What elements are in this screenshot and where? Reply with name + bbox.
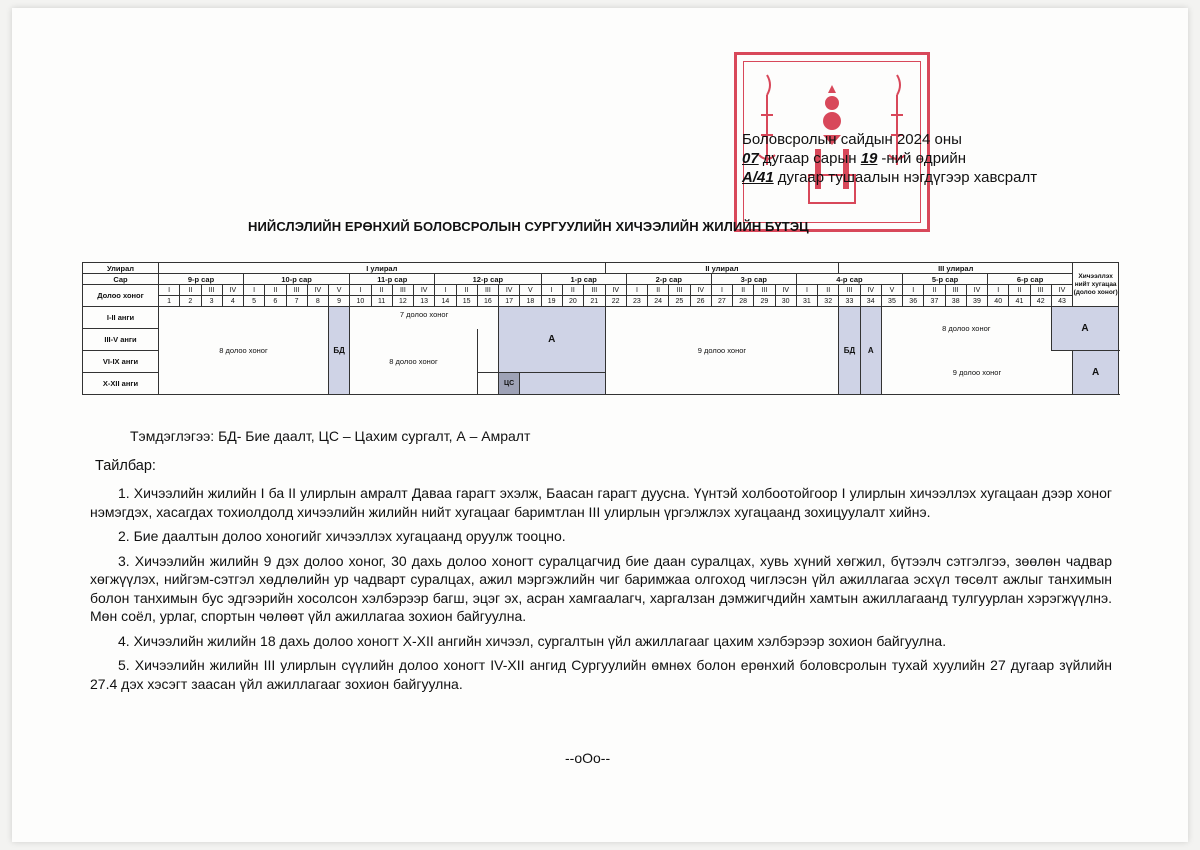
month-jun: 6-р сар (988, 274, 1073, 285)
week-number-cell: 20 (562, 296, 583, 307)
week-number-cell: 39 (966, 296, 987, 307)
week-number-cell: 32 (818, 296, 839, 307)
week-roman-cell: III (201, 285, 222, 296)
month-jan: 1-р сар (541, 274, 626, 285)
week-number-cell: 28 (733, 296, 754, 307)
week-number-cell: 19 (541, 296, 562, 307)
school-year-structure-table (82, 262, 1119, 395)
week-number-cell: 15 (456, 296, 477, 307)
week-roman-cell: IV (690, 285, 711, 296)
week-number-cell: 16 (477, 296, 498, 307)
note-item: 4. Хичээлийн жилийн 18 дахь долоо хоногт X-XII ангийн хичээл, сургалтын үйл ажиллагааг цахим хэлбэрээр зохион байгуулна. (118, 632, 947, 649)
week18-online-learning: ЦС (499, 373, 520, 395)
grade-label: X-XII анги (83, 373, 159, 395)
week-number-cell: 24 (648, 296, 669, 307)
week30-independent-study: БД (839, 307, 860, 395)
week-roman-cell: III (392, 285, 413, 296)
week-roman-cell: II (924, 285, 945, 296)
week-roman-cell: III (1030, 285, 1051, 296)
term-row (83, 263, 1119, 274)
document-title: НИЙСЛЭЛИЙН ЕРӨНХИЙ БОЛОВСРОЛЫН СУРГУУЛИЙН ХИЧЭЭЛИЙН ЖИЛИЙН БҮТЭЦ (248, 219, 809, 234)
week-number-cell: 5 (244, 296, 265, 307)
week-roman-cell: III (286, 285, 307, 296)
note-item: 1. Хичээлийн жилийн I ба II улирлын амралт Даваа гарагт эхэлж, Баасан гарагт дуусна. Үүнтэй холбоотойгоор I улирлын хичээллэх хугацаан дээр хоног нэмэгдэх, хасагдах тохиолдолд хичээлийн жилийн нийт хугацааг баримтлан III улирлын үргэлжлэх хугацаанд зохицуулалт хийнэ. (90, 485, 1112, 520)
note-line-2-a: дугаар сарын (762, 150, 857, 167)
day-handwritten: 19 (860, 150, 878, 167)
week-roman-cell: I (626, 285, 647, 296)
week-number-cell: 42 (1030, 296, 1051, 307)
week-number-cell: 26 (690, 296, 711, 307)
order-attachment-note (742, 130, 1037, 187)
term1-eight-weeks-upper: 8 долоо хоног (350, 329, 478, 395)
week-roman-cell: III (839, 285, 860, 296)
grade-label: I-II анги (83, 307, 159, 329)
winter-break-a: А (499, 307, 606, 373)
spring-break-a: А (860, 307, 881, 395)
grade-label: VI-IX анги (83, 351, 159, 373)
month-mar: 3-р сар (711, 274, 796, 285)
week-roman-cell: II (733, 285, 754, 296)
week-roman-cell: III (945, 285, 966, 296)
week-number-cell: 9 (329, 296, 350, 307)
week-number-cell: 13 (414, 296, 435, 307)
month-sep: 9-р сар (159, 274, 244, 285)
week-roman-cell: IV (499, 285, 520, 296)
week-number-cell: 38 (945, 296, 966, 307)
month-feb: 2-р сар (626, 274, 711, 285)
week-roman-cell: IV (307, 285, 328, 296)
week-roman-cell: III (754, 285, 775, 296)
week-roman-cell: V (329, 285, 350, 296)
week-number-cell: 31 (796, 296, 817, 307)
term-2: II улирал (605, 263, 839, 274)
week-roman-cell: II (648, 285, 669, 296)
week-number-cell: 34 (860, 296, 881, 307)
week-roman-cell: II (1009, 285, 1030, 296)
term1-eight-weeks: 8 долоо хоног (159, 307, 329, 395)
term3-eight-weeks: 8 долоо хоног (881, 307, 1051, 351)
week-roman-cell: I (350, 285, 371, 296)
term1-seven-weeks: 7 долоо хоног (350, 307, 499, 329)
week-number-cell: 2 (180, 296, 201, 307)
summer-break-primary-a: А (1051, 307, 1118, 351)
week-number-cell: 14 (435, 296, 456, 307)
document-end-mark: --oOo-- (565, 750, 611, 766)
month-row (83, 274, 1119, 285)
week-number-cell: 27 (711, 296, 732, 307)
week-roman-cell: II (180, 285, 201, 296)
legend-note: Тэмдэглэгээ: БД- Бие даалт, ЦС – Цахим сургалт, А – Амралт (130, 428, 531, 444)
note-line-3 (742, 168, 1037, 187)
week-number-cell: 30 (775, 296, 796, 307)
week-number-cell: 23 (626, 296, 647, 307)
week-roman-cell: I (796, 285, 817, 296)
week-number-cell: 35 (881, 296, 902, 307)
week-number-cell: 29 (754, 296, 775, 307)
winter-break-upper (520, 373, 605, 395)
week-roman-cell: II (456, 285, 477, 296)
week-number-cell: 37 (924, 296, 945, 307)
week-roman-cell: IV (966, 285, 987, 296)
week-number-cell: 4 (222, 296, 243, 307)
week-roman-cell: I (244, 285, 265, 296)
week-roman-cell: I (988, 285, 1009, 296)
total-header: Хичээллэх нийт хугацаа (долоо хоног) (1073, 263, 1119, 307)
grade-label: III-V анги (83, 329, 159, 351)
month-dec: 12-р сар (435, 274, 541, 285)
week-roman-cell: IV (860, 285, 881, 296)
week-number-cell: 3 (201, 296, 222, 307)
week-roman-cell: IV (414, 285, 435, 296)
note-item: 5. Хичээлийн жилийн III улирлын сүүлийн долоо хоногт IV-XII ангид Сургуулийн өмнөх болон ерөнхий боловсролын тухай хуулийн 27 дугаар зүйлийн 27.4 дэх хэсэгт заасан үйл ажиллагааг зохион байгуулна. (90, 657, 1112, 692)
week-number-cell: 7 (286, 296, 307, 307)
week-roman-cell: IV (605, 285, 626, 296)
term-label: Улирал (83, 263, 159, 274)
week-number-cell: 43 (1051, 296, 1072, 307)
week-number-cell: 22 (605, 296, 626, 307)
week-roman-cell: II (371, 285, 392, 296)
week-number-cell: 6 (265, 296, 286, 307)
term1-week16-cell-b (477, 351, 498, 373)
week-roman-cell: IV (775, 285, 796, 296)
month-handwritten: 07 (742, 150, 759, 167)
note-line-1: Боловсролын сайдын 2024 оны (742, 131, 962, 148)
week-number-cell: 17 (499, 296, 520, 307)
week-roman-cell: I (903, 285, 924, 296)
term-3: III улирал (839, 263, 1073, 274)
week-roman-cell: II (265, 285, 286, 296)
week-roman-cell: I (435, 285, 456, 296)
week-label: Долоо хоног (83, 285, 159, 307)
week-number-cell: 12 (392, 296, 413, 307)
week-number-cell: 18 (520, 296, 541, 307)
week-roman-cell: I (159, 285, 180, 296)
week-number-cell: 10 (350, 296, 371, 307)
week-number-cell: 1 (159, 296, 180, 307)
week-number-row (83, 296, 1119, 307)
month-may: 5-р сар (903, 274, 988, 285)
note-line-2-b: -ний өдрийн (881, 150, 967, 167)
explanation-notes (90, 484, 1112, 699)
term3-nine-weeks: 9 долоо хоног (881, 351, 1072, 395)
week-roman-cell: IV (222, 285, 243, 296)
week-number-cell: 36 (903, 296, 924, 307)
week-roman-cell: III (669, 285, 690, 296)
month-oct: 10-р сар (244, 274, 350, 285)
week-roman-cell: III (584, 285, 606, 296)
week9-independent-study: БД (329, 307, 350, 395)
week-number-cell: 21 (584, 296, 606, 307)
week-number-cell: 25 (669, 296, 690, 307)
week-roman-cell: IV (1051, 285, 1072, 296)
term-1: I улирал (159, 263, 606, 274)
term2-nine-weeks: 9 долоо хоног (605, 307, 839, 395)
week-roman-cell: V (520, 285, 541, 296)
term1-week16-cell-c (477, 373, 498, 395)
week-number-cell: 41 (1009, 296, 1030, 307)
week-roman-cell: I (711, 285, 732, 296)
order-number-handwritten: А/41 (742, 169, 774, 186)
week-number-cell: 11 (371, 296, 392, 307)
month-apr: 4-р сар (796, 274, 902, 285)
term1-week16-cell (477, 329, 498, 351)
summer-break-secondary-a: А (1073, 351, 1119, 395)
note-item: 2. Бие даалтын долоо хоногийг хичээллэх хугацаанд оруулж тооцно. (118, 528, 566, 544)
note-line-3-text: дугаар тушаалын нэгдүгээр хавсралт (777, 169, 1038, 186)
month-label: Сар (83, 274, 159, 285)
week-number-cell: 40 (988, 296, 1009, 307)
week-number-cell: 33 (839, 296, 860, 307)
week-roman-cell: II (818, 285, 839, 296)
explanation-heading: Тайлбар: (95, 458, 156, 474)
month-nov: 11-р сар (350, 274, 435, 285)
note-item: 3. Хичээлийн жилийн 9 дэх долоо хоног, 30 дахь долоо хоногт суралцагчид бие даан суралцах, хувь хүний хөгжил, бүтээлч сэтгэлгээ, зөөлөн чадвар хөгжүүлэх, нийгэм-сэтгэл хөдлөлийн ур чадварт суралцах, ажил мэргэжлийн чиг баримжаа олгоход чиглэсэн үйл ажиллагаа эсхүл төсөлт ажлыг танхимын болон танхимын бус эдгээрийн хосолсон хэлбэрээр багш, эцэг эх, асран хамгаалагч, харгалзан дэмжигчдийн хамтын ажиллагаанд тулгуурлан хэрэгжүүлнэ. Мөн соёл, урлаг, спортын чөлөөт үйл ажиллагаа зохион байгуулна. (90, 552, 1112, 624)
week-roman-cell: II (562, 285, 583, 296)
grade-row (83, 307, 1119, 329)
note-line-2 (742, 149, 1037, 168)
week-roman-row (83, 285, 1119, 296)
week-roman-cell: III (477, 285, 498, 296)
week-roman-cell: I (541, 285, 562, 296)
week-roman-cell: V (881, 285, 902, 296)
week-number-cell: 8 (307, 296, 328, 307)
